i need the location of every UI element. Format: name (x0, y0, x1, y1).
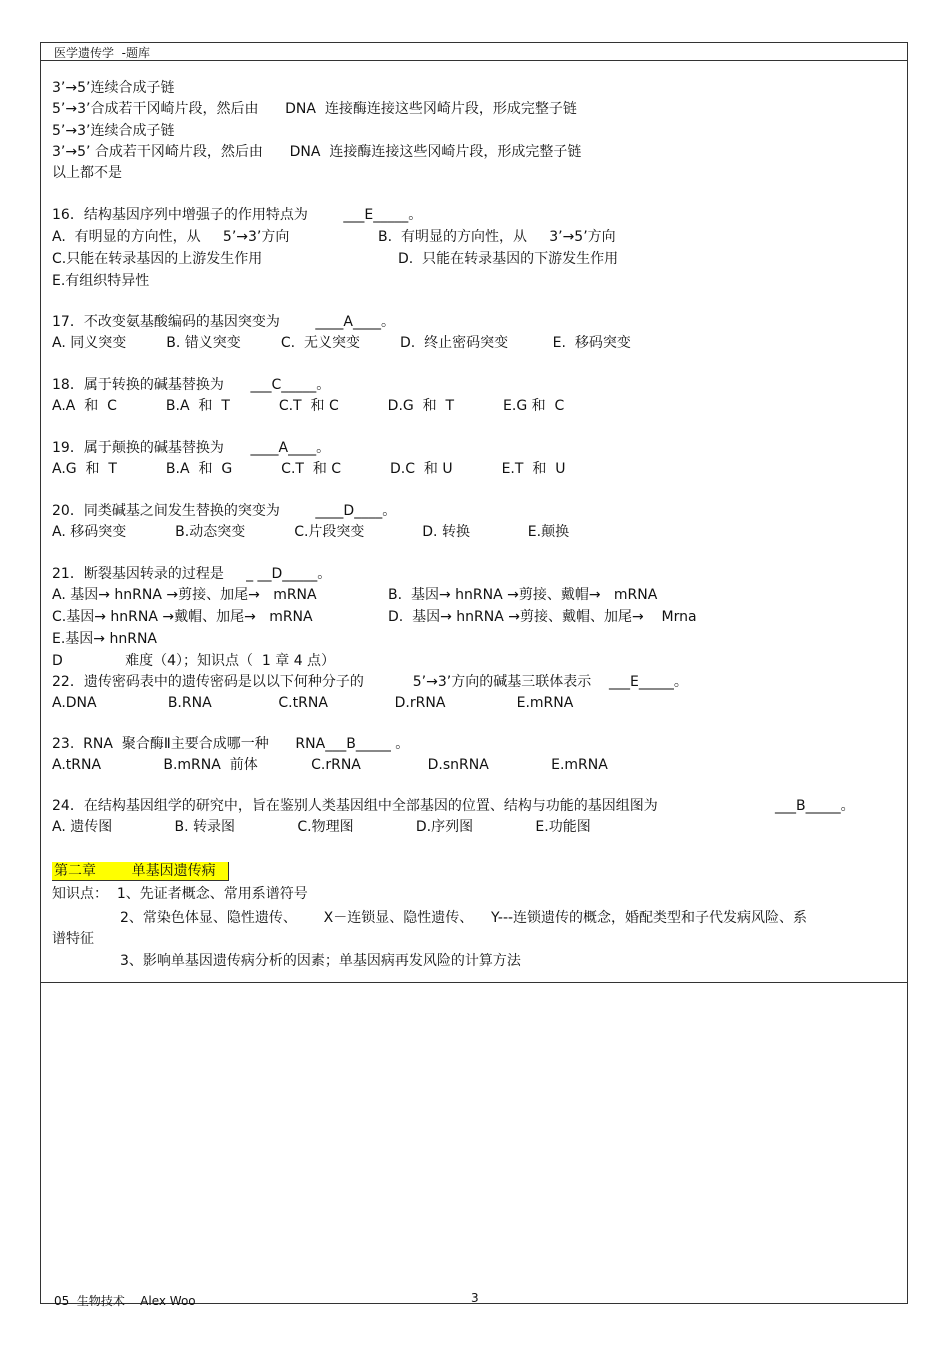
option-line: B. 有明显的方向性，从 3’→5’方向 (378, 229, 616, 245)
option-line: C.只能在转录基因的上游发生作用 (52, 251, 263, 267)
option-line: B. 基因→ hnRNA →剪接、戴帽→ mRNA (388, 587, 658, 603)
option-line: A. 有明显的方向性，从 5’→3’方向 (52, 229, 290, 245)
page-header: 医学遗传学 -题库 (54, 46, 150, 60)
chapter-heading-text: 第二章 单基因遗传病 (52, 862, 229, 881)
option-row: A.DNA B.RNA C.tRNA D.rRNA E.mRNA (52, 695, 574, 711)
knowledge-point: 知识点： 1、先证者概念、常用系谱符号 (52, 886, 308, 902)
question-16: 16．结构基因序列中增强子的作用特点为 ___E_____。 (52, 207, 423, 223)
option-row: A.G 和 T B.A 和 G C.T 和 C D.C 和 U E.T 和 U (52, 461, 566, 477)
knowledge-point: 3、影响单基因遗传病分析的因素；单基因病再发风险的计算方法 (120, 953, 521, 969)
answer-note: D 难度（4）；知识点（ 1 章 4 点） (52, 653, 336, 669)
question-22: 22．遗传密码表中的遗传密码是以以下何种分子的 5’→3’方向的碱基三联体表示 ___E_____。 (52, 674, 688, 690)
question-24-answer: ___B_____。 (775, 798, 855, 814)
option-line: 5’→3’连续合成子链 (52, 123, 175, 139)
option-line: 以上都不是 (52, 165, 122, 181)
question-18: 18．属于转换的碱基替换为 ___C_____。 (52, 377, 331, 393)
knowledge-point: 2、常染色体显、隐性遗传、 X－连锁显、隐性遗传、 Y---连锁遗传的概念，婚配类型和子代发病风险、系 (120, 910, 808, 926)
option-line: 3’→5’连续合成子链 (52, 80, 175, 96)
option-line: C.基因→ hnRNA →戴帽、加尾→ mRNA (52, 609, 313, 625)
knowledge-point: 谱特征 (52, 931, 94, 947)
option-row: A. 移码突变 B.动态突变 C.片段突变 D. 转换 E.颠换 (52, 524, 570, 540)
option-line: 5’→3’合成若干冈崎片段，然后由 DNA 连接酶连接这些冈崎片段，形成完整子链 (52, 101, 577, 117)
option-row: A. 遗传图 B. 转录图 C.物理图 D.序列图 E.功能图 (52, 819, 591, 835)
question-20: 20．同类碱基之间发生替换的突变为 ____D____。 (52, 503, 397, 519)
question-21: 21．断裂基因转录的过程是 _ __D_____。 (52, 566, 332, 582)
option-line: E.基因→ hnRNA (52, 631, 157, 647)
option-row: A. 同义突变 B. 错义突变 C. 无义突变 D. 终止密码突变 E. 移码突变 (52, 335, 631, 351)
option-line: E.有组织特异性 (52, 273, 150, 289)
option-line: 3’→5’ 合成若干冈崎片段，然后由 DNA 连接酶连接这些冈崎片段，形成完整子链 (52, 144, 582, 160)
option-line: A. 基因→ hnRNA →剪接、加尾→ mRNA (52, 587, 317, 603)
option-row: A.A 和 C B.A 和 T C.T 和 C D.G 和 T E.G 和 C (52, 398, 565, 414)
question-23: 23. RNA 聚合酶Ⅱ主要合成哪一种 RNA___B_____ 。 (52, 736, 410, 752)
question-17: 17．不改变氨基酸编码的基因突变为 ____A____。 (52, 314, 395, 330)
option-row: A.tRNA B.mRNA 前体 C.rRNA D.snRNA E.mRNA (52, 757, 608, 773)
header-rule (40, 60, 908, 61)
option-line: D. 只能在转录基因的下游发生作用 (398, 251, 619, 267)
footer-author: 05 生物技术 Alex Woo (54, 1294, 196, 1308)
content-rule (40, 982, 908, 983)
question-19: 19．属于颠换的碱基替换为 ____A____。 (52, 440, 331, 456)
option-line: D. 基因→ hnRNA →剪接、戴帽、加尾→ Mrna (388, 609, 697, 625)
chapter-heading (52, 862, 229, 880)
page-number: 3 (471, 1291, 479, 1305)
question-24: 24．在结构基因组学的研究中，旨在鉴别人类基因组中全部基因的位置、结构与功能的基因组图为 (52, 798, 658, 814)
